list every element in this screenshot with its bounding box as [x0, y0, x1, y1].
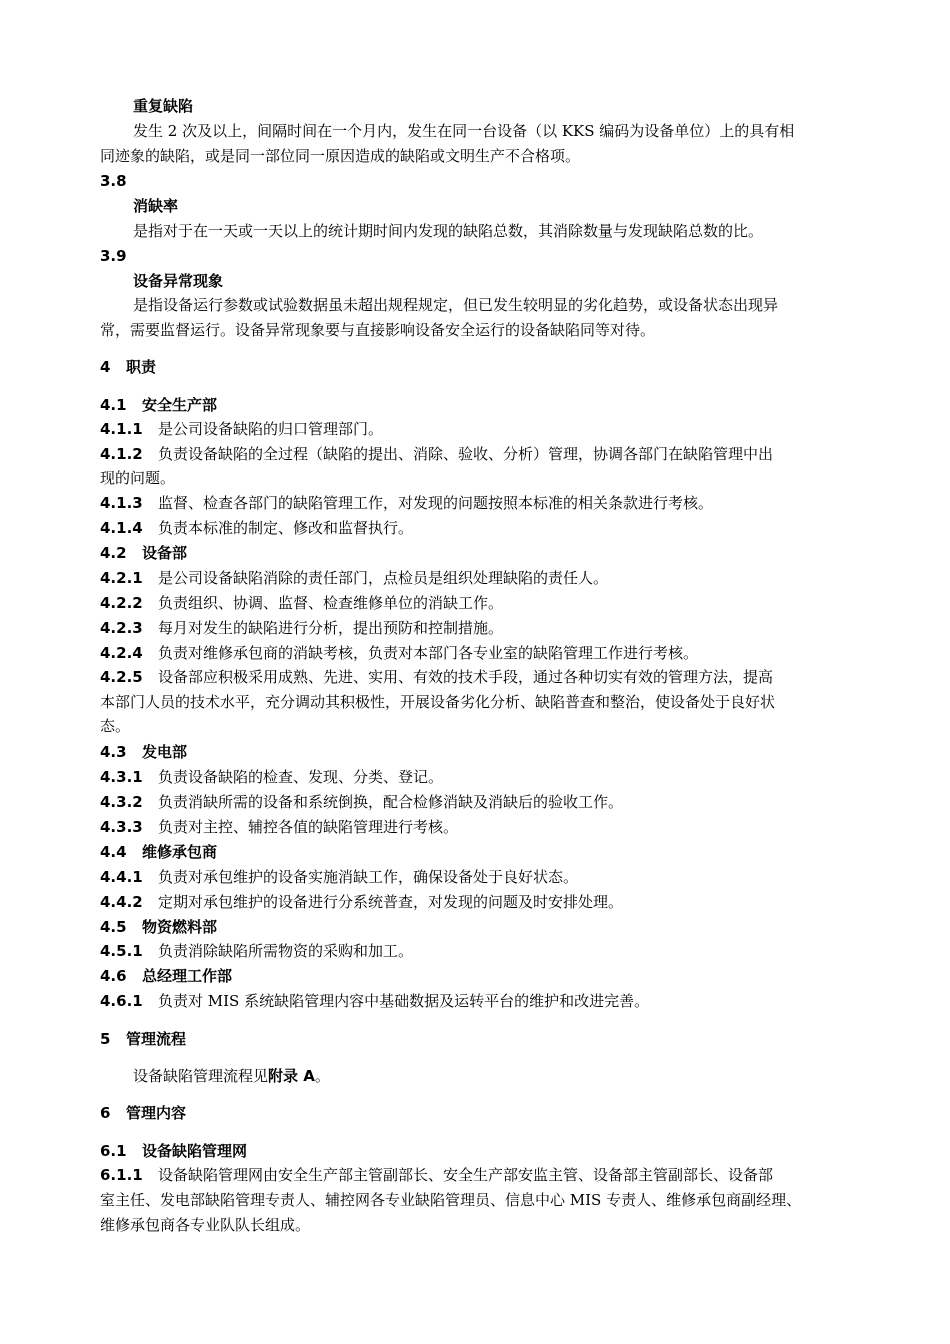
item-number: 4.6.1: [100, 992, 143, 1010]
subsection-number: 4.4: [100, 843, 127, 861]
subsection-number: 4.3: [100, 743, 127, 761]
item-text: 负责设备缺陷的全过程（缺陷的提出、消除、验收、分析）管理，协调各部门在缺陷管理中出: [158, 445, 774, 463]
item-text: 负责消除缺陷所需物资的采购和加工。: [158, 942, 414, 960]
def-3-8-text: 是指对于在一天或一天以上的统计期时间内发现的缺陷总数，其消除数量与发现缺陷总数的比。: [133, 222, 764, 240]
section-heading-4: [100, 357, 156, 377]
item-number: 4.1.3: [100, 494, 143, 512]
item-text: 负责组织、协调、监督、检查维修单位的消缺工作。: [158, 594, 504, 612]
text-before-link: 设备缺陷管理流程见: [133, 1067, 269, 1085]
item-4-4-1: [100, 867, 578, 887]
section-number: 6: [100, 1104, 111, 1122]
item-text: 设备缺陷管理网由安全生产部主管副部长、安全生产部安监主管、设备部主管副部长、设备部: [158, 1166, 774, 1184]
subsection-number: 6.1: [100, 1142, 127, 1160]
item-4-2-2: [100, 593, 503, 613]
item-4-1-2-cont: 现的问题。: [100, 469, 176, 487]
section-heading-5: [100, 1029, 186, 1049]
subsection-6-1: [100, 1141, 247, 1161]
def-repeat-text-1: 发生 2 次及以上，间隔时间在一个月内，发生在同一台设备（以 KKS 编码为设备单位）上的具有相: [133, 122, 795, 140]
term-repeat-defect: 重复缺陷: [133, 97, 194, 115]
item-4-2-5-cont-1: 本部门人员的技术水平，充分调动其积极性，开展设备劣化分析、缺陷普查和整治，使设备处于良好状: [100, 693, 776, 711]
item-number: 4.1.4: [100, 519, 143, 537]
item-number: 6.1.1: [100, 1166, 143, 1184]
def-repeat-text-2: 同迹象的缺陷，或是同一部位同一原因造成的缺陷或文明生产不合格项。: [100, 147, 581, 165]
item-4-6-1: [100, 991, 649, 1011]
item-4-1-4: [100, 518, 413, 538]
subsection-title: 安全生产部: [142, 396, 218, 414]
term-elimination-rate: 消缺率: [133, 197, 179, 215]
item-number: 4.2.1: [100, 569, 143, 587]
item-text: 每月对发生的缺陷进行分析，提出预防和控制措施。: [158, 619, 504, 637]
item-4-5-1: [100, 941, 413, 961]
item-4-3-2: [100, 792, 623, 812]
section-number: 5: [100, 1030, 111, 1048]
section-number: 4: [100, 358, 111, 376]
item-4-2-5-cont-2: 态。: [100, 717, 131, 735]
item-number: 4.3.3: [100, 818, 143, 836]
subsection-4-1: [100, 395, 217, 415]
item-number: 4.3.1: [100, 768, 143, 786]
item-text: 设备部应积极采用成熟、先进、实用、有效的技术手段，通过各种切实有效的管理方法，提高: [158, 668, 774, 686]
item-4-1-2: [100, 444, 773, 464]
section-title: 职责: [126, 358, 157, 376]
section-title: 管理流程: [126, 1030, 187, 1048]
subsection-title: 维修承包商: [142, 843, 218, 861]
section-title: 管理内容: [126, 1104, 187, 1122]
item-text: 负责对主控、辅控各值的缺陷管理进行考核。: [158, 818, 459, 836]
item-number: 4.3.2: [100, 793, 143, 811]
item-text: 定期对承包维护的设备进行分系统普查，对发现的问题及时安排处理。: [158, 893, 624, 911]
item-number: 4.4.2: [100, 893, 143, 911]
section-5-text: [133, 1066, 330, 1086]
subsection-number: 4.1: [100, 396, 127, 414]
item-4-3-1: [100, 767, 443, 787]
item-4-4-2: [100, 892, 623, 912]
item-4-1-3: [100, 493, 713, 513]
subsection-number: 4.5: [100, 918, 127, 936]
subsection-4-5: [100, 917, 217, 937]
item-4-2-5: [100, 667, 773, 687]
text-after-link: 。: [314, 1067, 330, 1085]
item-text: 负责本标准的制定、修改和监督执行。: [158, 519, 414, 537]
item-number: 4.2.5: [100, 668, 143, 686]
clause-number-3-8: 3.8: [100, 172, 127, 190]
item-text: 负责消缺所需的设备和系统倒换，配合检修消缺及消缺后的验收工作。: [158, 793, 624, 811]
appendix-a-reference: 附录 A: [268, 1067, 315, 1085]
item-number: 4.1.2: [100, 445, 143, 463]
subsection-number: 4.2: [100, 544, 127, 562]
subsection-number: 4.6: [100, 967, 127, 985]
item-text: 监督、检查各部门的缺陷管理工作，对发现的问题按照本标准的相关条款进行考核。: [158, 494, 714, 512]
item-6-1-1-cont-1: 室主任、发电部缺陷管理专责人、辅控网各专业缺陷管理员、信息中心 MIS 专责人、维修承包商副经理、: [100, 1191, 802, 1209]
item-6-1-1-cont-2: 维修承包商各专业队队长组成。: [100, 1216, 311, 1234]
subsection-4-6: [100, 966, 232, 986]
clause-number-3-9: 3.9: [100, 247, 127, 265]
item-4-2-1: [100, 568, 608, 588]
item-number: 4.2.4: [100, 644, 143, 662]
item-text: 负责对承包维护的设备实施消缺工作，确保设备处于良好状态。: [158, 868, 579, 886]
item-4-2-4: [100, 643, 698, 663]
item-text: 负责对 MIS 系统缺陷管理内容中基础数据及运转平台的维护和改进完善。: [158, 992, 650, 1010]
item-4-2-3: [100, 618, 503, 638]
def-3-9-text-1: 是指设备运行参数或试验数据虽未超出规程规定，但已发生较明显的劣化趋势，或设备状态出现异: [133, 296, 779, 314]
item-4-3-3: [100, 817, 458, 837]
subsection-title: 发电部: [142, 743, 188, 761]
item-4-1-1: [100, 419, 383, 439]
item-number: 4.1.1: [100, 420, 143, 438]
item-number: 4.2.3: [100, 619, 143, 637]
subsection-title: 物资燃料部: [142, 918, 218, 936]
item-text: 是公司设备缺陷的归口管理部门。: [158, 420, 384, 438]
subsection-4-4: [100, 842, 217, 862]
subsection-title: 设备缺陷管理网: [142, 1142, 248, 1160]
item-text: 负责对维修承包商的消缺考核，负责对本部门各专业室的缺陷管理工作进行考核。: [158, 644, 699, 662]
item-text: 是公司设备缺陷消除的责任部门，点检员是组织处理缺陷的责任人。: [158, 569, 609, 587]
item-text: 负责设备缺陷的检查、发现、分类、登记。: [158, 768, 444, 786]
term-abnormal-phenomenon: 设备异常现象: [133, 272, 224, 290]
def-3-9-text-2: 常，需要监督运行。设备异常现象要与直接影响设备安全运行的设备缺陷同等对待。: [100, 321, 656, 339]
item-6-1-1: [100, 1165, 773, 1185]
subsection-title: 设备部: [142, 544, 188, 562]
subsection-4-3: [100, 742, 187, 762]
item-number: 4.4.1: [100, 868, 143, 886]
subsection-4-2: [100, 543, 187, 563]
subsection-title: 总经理工作部: [142, 967, 233, 985]
section-heading-6: [100, 1103, 186, 1123]
item-number: 4.5.1: [100, 942, 143, 960]
item-number: 4.2.2: [100, 594, 143, 612]
